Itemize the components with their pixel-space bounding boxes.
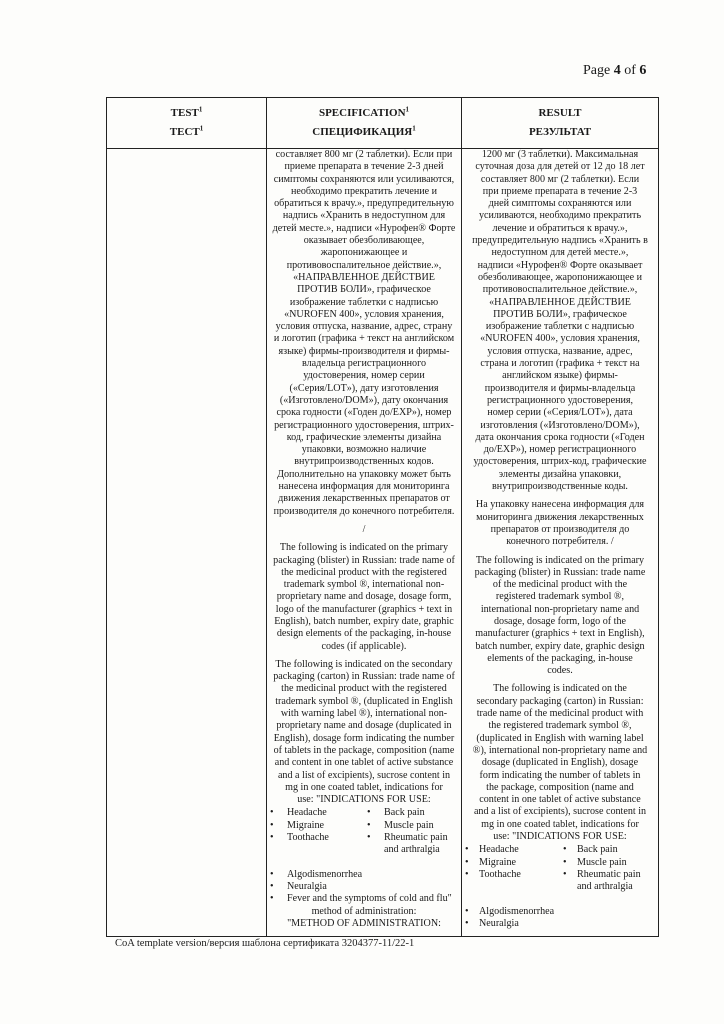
text-line: внутрипроизводственных кодов. <box>294 456 434 468</box>
text-line: English), batch number, expiry date, graphic <box>274 615 454 627</box>
spec-slash: / <box>362 523 366 535</box>
text-line: packaging (blister) in Russian: trade name of <box>273 554 455 566</box>
text-line: регистрационного удостоверения, штрих- <box>274 419 454 431</box>
text-line: The following is indicated on the <box>493 683 627 695</box>
text-line: удостоверения, номер серии <box>303 370 425 382</box>
text-line: («Серия/LOT»), дату изготовления <box>289 382 439 394</box>
page-number: Page 4 of 6 <box>583 63 647 78</box>
result-indications-list <box>464 844 656 930</box>
text-line: обезболивающее, жаропонижающее и <box>477 271 642 283</box>
specification-header: SPECIFICATION$^1$ СПЕЦИФИКАЦИЯ$^1$ <box>267 98 462 149</box>
text-line: The following is indicated on the secondary <box>275 658 453 670</box>
text-line: дата окончания срока годности («Годен <box>475 431 645 443</box>
text-line: ПРОТИВ БОЛИ», графическое <box>493 308 627 320</box>
spec-primary-packaging <box>269 542 459 653</box>
text-line: условия отпуска, название, адрес, <box>487 345 633 357</box>
text-line: жаропонижающее и <box>320 247 408 259</box>
text-line: удостоверения, штрих-код, графические <box>473 456 647 468</box>
text-line: batch number, expiry date, graphic design <box>475 640 645 652</box>
text-line: приеме препарата в течение 2-3 дней <box>284 161 444 173</box>
result-russian-text <box>464 149 656 493</box>
indication-item: • Muscle pain <box>366 820 459 832</box>
text-line: противовоспалительное действие.», <box>286 259 442 271</box>
indication-item: • Migraine <box>464 857 558 869</box>
text-line: нанесена информация для мониторинга <box>278 481 450 493</box>
text-line: препаратов от производителя до <box>490 523 630 535</box>
text-line: ®), international non-proprietary name and <box>472 744 648 756</box>
spec-secondary-packaging <box>269 659 459 807</box>
indication-item: • Rheumatic pain and arthralgia <box>562 869 656 894</box>
text-line: лечение и обратиться к врачу.», <box>492 222 628 234</box>
text-line: (duplicated in English with warning label <box>476 732 644 744</box>
text-line: («Изготовлено/DOM»), дату окончания <box>279 394 449 406</box>
indication-item: • Back pain <box>562 844 656 856</box>
text-line: dosage (duplicated in English), dosage <box>481 757 639 769</box>
text-line: 1200 мг (3 таблетки). Максимальная <box>481 149 639 160</box>
indication-item: • Algodismenorrhea <box>464 906 656 918</box>
test-header: TEST$^1$ ТЕСТ$^1$ <box>107 98 267 149</box>
text-line: "METHOD OF ADMINISTRATION: <box>287 917 441 929</box>
text-line: необходимо прекратить лечение и <box>290 185 438 197</box>
text-line: the medicinal product with the registered <box>281 566 447 578</box>
text-line: trademark symbol ®, international non- <box>283 579 445 591</box>
text-line: proprietary name and dosage (duplicated in <box>276 720 452 732</box>
text-line: владельца регистрационного <box>301 358 427 370</box>
text-line: движения лекарственных препаратов от <box>278 493 450 505</box>
text-line: method of administration: <box>311 905 417 917</box>
text-line: «NUROFEN 400», условия хранения, <box>480 333 640 345</box>
text-line: составляет 800 мг (2 таблетки). Если <box>480 173 640 185</box>
indication-item: • Toothache <box>464 869 558 894</box>
text-line: the package, composition (name and <box>486 781 634 793</box>
indication-item: • Back pain <box>366 807 459 819</box>
text-line: packaging (carton) in Russian: trade name of <box>273 671 455 683</box>
text-line: усиливаются, необходимо прекратить <box>478 210 642 222</box>
indication-item: • Migraine <box>269 820 362 832</box>
text-line: условия отпуска, название, адрес, страну <box>275 321 453 333</box>
indication-item: • Fever and the symptoms of cold and flu" <box>269 893 459 905</box>
text-line: dosage, dosage form, logo of the <box>493 615 627 627</box>
text-line: and content in one tablet of active substance <box>274 757 454 769</box>
text-line: English), dosage form indicating the number <box>273 732 455 744</box>
indication-item: • Neuralgia <box>269 881 459 893</box>
text-line: The following is indicated on the primary <box>279 542 449 554</box>
text-line: of tablets in the package, composition (name <box>273 744 455 756</box>
text-line: the registered trademark symbol ®, <box>488 720 632 732</box>
spec-russian-text <box>269 149 459 518</box>
test-cell <box>107 149 267 937</box>
text-line: языке) фирмы-производителя и фирмы- <box>278 345 450 357</box>
spec-indications-list <box>269 807 459 905</box>
result-header: RESULT РЕЗУЛЬТАТ <box>462 98 659 149</box>
text-line: детей месте.», надписи «Нурофен® Форте <box>272 222 456 234</box>
text-line: secondary packaging (carton) in Russian: <box>476 695 644 707</box>
text-line: trademark symbol ®, (duplicated in English <box>275 695 453 707</box>
text-line: ПРОТИВ БОЛИ», графическое <box>297 284 431 296</box>
result-cell <box>462 149 659 937</box>
text-line: manufacturer (graphics + text in English), <box>475 628 645 640</box>
text-line: and a list of excipients), sucrose content in <box>473 806 647 818</box>
text-line: регистрационного удостоверения, <box>486 394 634 406</box>
text-line: codes. <box>547 665 573 677</box>
text-line: оказывает обезболивающее, <box>303 235 425 247</box>
text-line: внутрипроизводственные коды. <box>492 481 628 493</box>
result-monitoring-text <box>464 499 656 548</box>
footer-template-version: CoA template version/версия шаблона сертификата 3204377-11/22-1 <box>115 938 415 949</box>
text-line: изображение таблетки с надписью <box>289 296 439 308</box>
text-line: of the medicinal product with the <box>492 579 628 591</box>
text-line: proprietary name and dosage, dosage form, <box>276 591 452 603</box>
indication-item: • Algodismenorrhea <box>269 869 459 881</box>
text-line: «NUROFEN 400», условия хранения, <box>284 308 444 320</box>
text-line: дней симптомы сохраняются или <box>488 198 632 210</box>
text-line: суточная доза для детей от 12 до 18 лет <box>475 161 645 173</box>
text-line: form indicating the number of tablets in <box>479 769 641 781</box>
result-secondary-packaging <box>464 683 656 843</box>
body-row <box>107 149 659 937</box>
text-line: На упаковку нанесена информация для <box>475 499 645 511</box>
text-line: The following is indicated on the primary <box>475 554 645 566</box>
text-line: изображение таблетки с надписью <box>485 321 635 333</box>
text-line: до/EXP»), номер регистрационного <box>483 444 637 456</box>
spec-method-of-administration <box>269 906 459 931</box>
text-line: «НАПРАВЛЕННОЕ ДЕЙСТВИЕ <box>489 296 631 308</box>
text-line: elements of the packaging, in-house <box>487 652 633 664</box>
text-line: предупредительную надпись «Хранить в <box>472 235 648 247</box>
text-line: упаковки, возможно наличие <box>301 444 427 456</box>
text-line: конечного потребителя. / <box>506 536 614 548</box>
indication-item: • Toothache <box>269 832 362 857</box>
text-line: with warning label ®), international non- <box>280 708 448 720</box>
text-line: элементы дизайна упаковки, <box>498 468 622 480</box>
text-line: packaging (blister) in Russian: trade name <box>474 566 646 578</box>
text-line: при приеме препарата в течение 2-3 <box>482 185 638 197</box>
text-line: обратиться к врачу.», предупредительную <box>274 198 454 210</box>
text-line: мониторинга движения лекарственных <box>476 511 644 523</box>
text-line: design elements of the packaging, in-house <box>276 628 452 640</box>
text-line: and a list of excipients), sucrose content in <box>277 769 451 781</box>
text-line: mg in one coated tablet, indications for <box>285 781 443 793</box>
text-line: производителя и фирмы-владельца <box>484 382 636 394</box>
text-line: страна и логотип (графика + текст на <box>480 358 640 370</box>
text-line: Дополнительно на упаковку может быть <box>277 468 451 480</box>
text-line: content in one tablet of active substance <box>479 794 641 806</box>
text-line: trade name of the medicinal product with <box>476 708 644 720</box>
indication-item: • Neuralgia <box>464 918 656 930</box>
text-line: mg in one coated tablet, indications for <box>481 818 639 830</box>
text-line: надписи «Нурофен® Форте оказывает <box>477 259 643 271</box>
specification-cell <box>267 149 462 937</box>
text-line: составляет 800 мг (2 таблетки). Если при <box>275 149 453 160</box>
text-line: код, графические элементы дизайна <box>286 431 442 443</box>
text-line: international non-proprietary name and <box>480 603 640 615</box>
text-line: the medicinal product with the registered <box>281 683 447 695</box>
text-line: use: "INDICATIONS FOR USE: <box>493 831 627 843</box>
text-line: недоступном для детей месте.», <box>491 247 629 259</box>
text-line: номер серии («Серия/LOT»), дата <box>487 407 633 419</box>
text-line: «НАПРАВЛЕННОЕ ДЕЙСТВИЕ <box>293 271 435 283</box>
coa-table <box>106 97 659 937</box>
text-line: надпись «Хранить в недоступном для <box>282 210 446 222</box>
text-line: logo of the manufacturer (graphics + text in <box>275 603 453 615</box>
result-primary-packaging <box>464 555 656 678</box>
text-line: use: "INDICATIONS FOR USE: <box>297 794 431 806</box>
text-line: симптомы сохраняются или усиливаются, <box>273 173 455 185</box>
indication-item: • Rheumatic pain and arthralgia <box>366 832 459 857</box>
text-line: срока годности («Годен до/EXP»), номер <box>276 407 452 419</box>
indication-item: • Headache <box>464 844 558 856</box>
text-line: производителя до конечного потребителя. <box>273 505 455 517</box>
text-line: английском языке) фирмы- <box>502 370 618 382</box>
text-line: изготовления («Изготовлено/DOM»), <box>480 419 640 431</box>
text-line: противовоспалительное действие.», <box>482 284 638 296</box>
text-line: codes (if applicable). <box>321 640 407 652</box>
indication-item: • Headache <box>269 807 362 819</box>
text-line: registered trademark symbol ®, <box>495 591 625 603</box>
header-row <box>107 98 659 149</box>
indication-item: • Muscle pain <box>562 857 656 869</box>
text-line: и логотип (графика + текст на английском <box>273 333 455 345</box>
